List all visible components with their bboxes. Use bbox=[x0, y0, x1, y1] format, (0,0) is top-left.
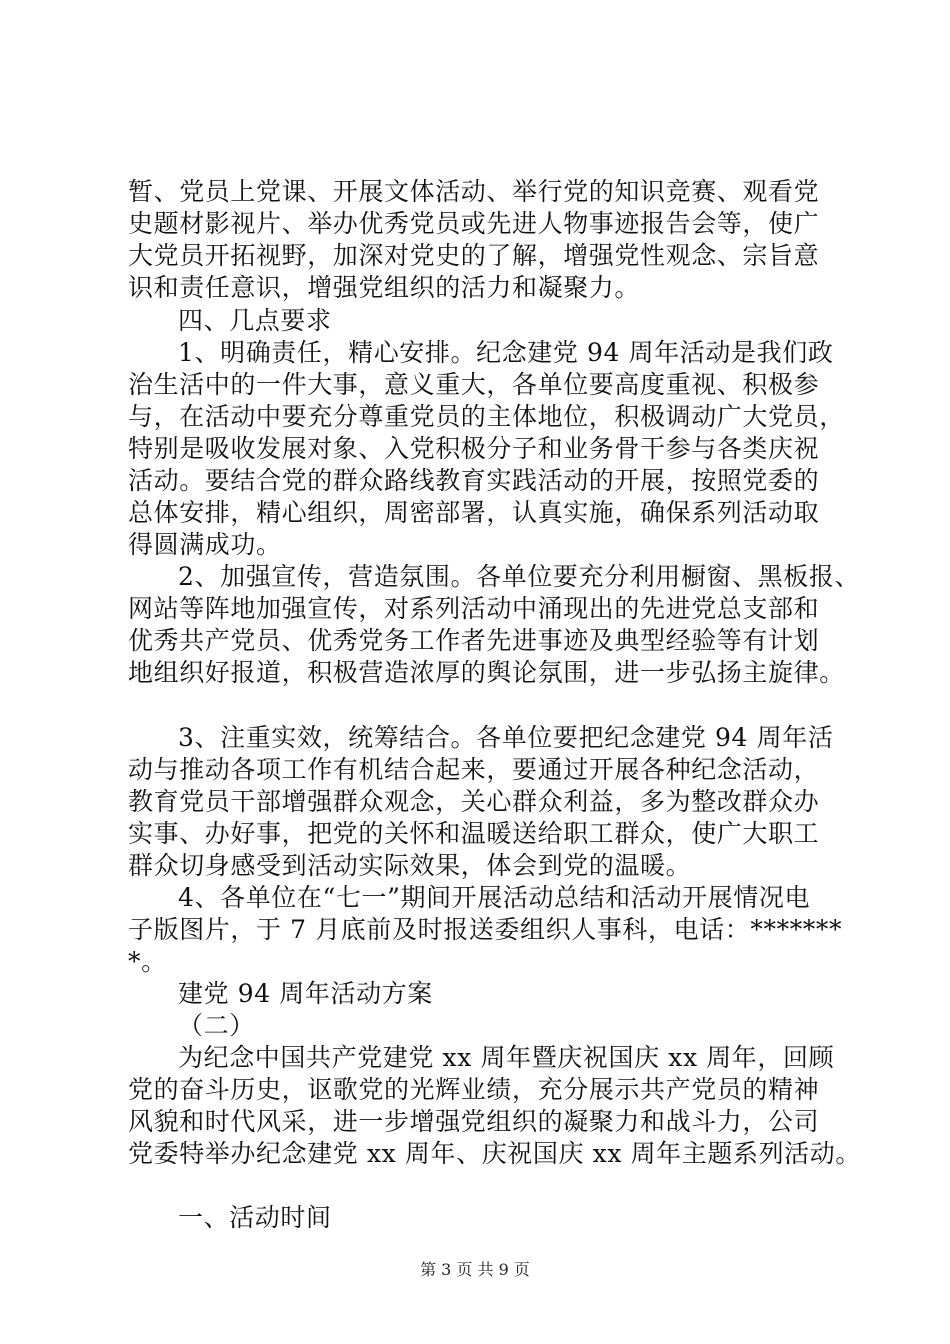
paragraph-line: 特别是吸收发展对象、入党积极分子和业务骨干参与各类庆祝 bbox=[128, 434, 820, 463]
paragraph-line: 暂、党员上党课、开展文体活动、举行党的知识竞赛、观看党 bbox=[128, 177, 820, 206]
paragraph-line: 2、加强宣传，营造氛围。各单位要充分利用橱窗、黑板报、 bbox=[178, 562, 861, 591]
paragraph-line: 地组织好报道，积极营造浓厚的舆论氛围，进一步弘扬主旋律。 bbox=[128, 658, 845, 687]
paragraph-line: 动与推动各项工作有机结合起来，要通过开展各种纪念活动， bbox=[128, 755, 820, 784]
paragraph-line: 治生活中的一件大事，意义重大，各单位要高度重视、积极参 bbox=[128, 370, 820, 399]
paragraph-line: 史题材影视片、举办优秀党员或先进人物事迹报告会等，使广 bbox=[128, 209, 820, 238]
section-heading: 一、活动时间 bbox=[178, 1203, 332, 1232]
paragraph-line: 大党员开拓视野，加深对党史的了解，增强党性观念、宗旨意 bbox=[128, 241, 820, 270]
paragraph-line: 总体安排，精心组织，周密部署，认真实施，确保系列活动取 bbox=[128, 498, 820, 527]
paragraph-line: 与，在活动中要充分尊重党员的主体地位，积极调动广大党员， bbox=[128, 402, 845, 431]
section-heading: 四、几点要求 bbox=[178, 306, 332, 335]
paragraph-line: 风貌和时代风采，进一步增强党组织的凝聚力和战斗力，公司 bbox=[128, 1107, 820, 1136]
paragraph-line: *。 bbox=[128, 947, 167, 976]
paragraph-line: 得圆满成功。 bbox=[128, 530, 282, 559]
paragraph-line: 党委特举办纪念建党 xx 周年、庆祝国庆 xx 周年主题系列活动。 bbox=[128, 1139, 861, 1168]
document-subtitle: 建党 94 周年活动方案 bbox=[178, 979, 433, 1008]
paragraph-line: 优秀共产党员、优秀党务工作者先进事迹及典型经验等有计划 bbox=[128, 626, 820, 655]
paragraph-line: 子版图片，于 7 月底前及时报送委组织人事科，电话：******* bbox=[128, 915, 843, 944]
paragraph-line: 3、注重实效，统筹结合。各单位要把纪念建党 94 周年活 bbox=[178, 723, 834, 752]
paragraph-line: 1、明确责任，精心安排。纪念建党 94 周年活动是我们政 bbox=[178, 338, 834, 367]
paragraph-line: 识和责任意识，增强党组织的活力和凝聚力。 bbox=[128, 273, 641, 302]
paragraph-line: 党的奋斗历史，讴歌党的光辉业绩，充分展示共产党员的精神 bbox=[128, 1075, 820, 1104]
paragraph-line: 教育党员干部增强群众观念，关心群众利益，多为整改群众办 bbox=[128, 787, 820, 816]
paragraph-line: 群众切身感受到活动实际效果，体会到党的温暖。 bbox=[128, 851, 692, 880]
section-number: （二） bbox=[178, 1011, 255, 1040]
page-footer: 第 3 页 共 9 页 bbox=[420, 1260, 530, 1279]
paragraph-line: 为纪念中国共产党建党 xx 周年暨庆祝国庆 xx 周年，回顾 bbox=[178, 1043, 835, 1072]
paragraph-line: 实事、办好事，把党的关怀和温暖送给职工群众，使广大职工 bbox=[128, 819, 820, 848]
paragraph-line: 4、各单位在“七一”期间开展活动总结和活动开展情况电 bbox=[178, 883, 811, 912]
paragraph-line: 网站等阵地加强宣传，对系列活动中涌现出的先进党总支部和 bbox=[128, 594, 820, 623]
paragraph-line: 活动。要结合党的群众路线教育实践活动的开展，按照党委的 bbox=[128, 466, 820, 495]
